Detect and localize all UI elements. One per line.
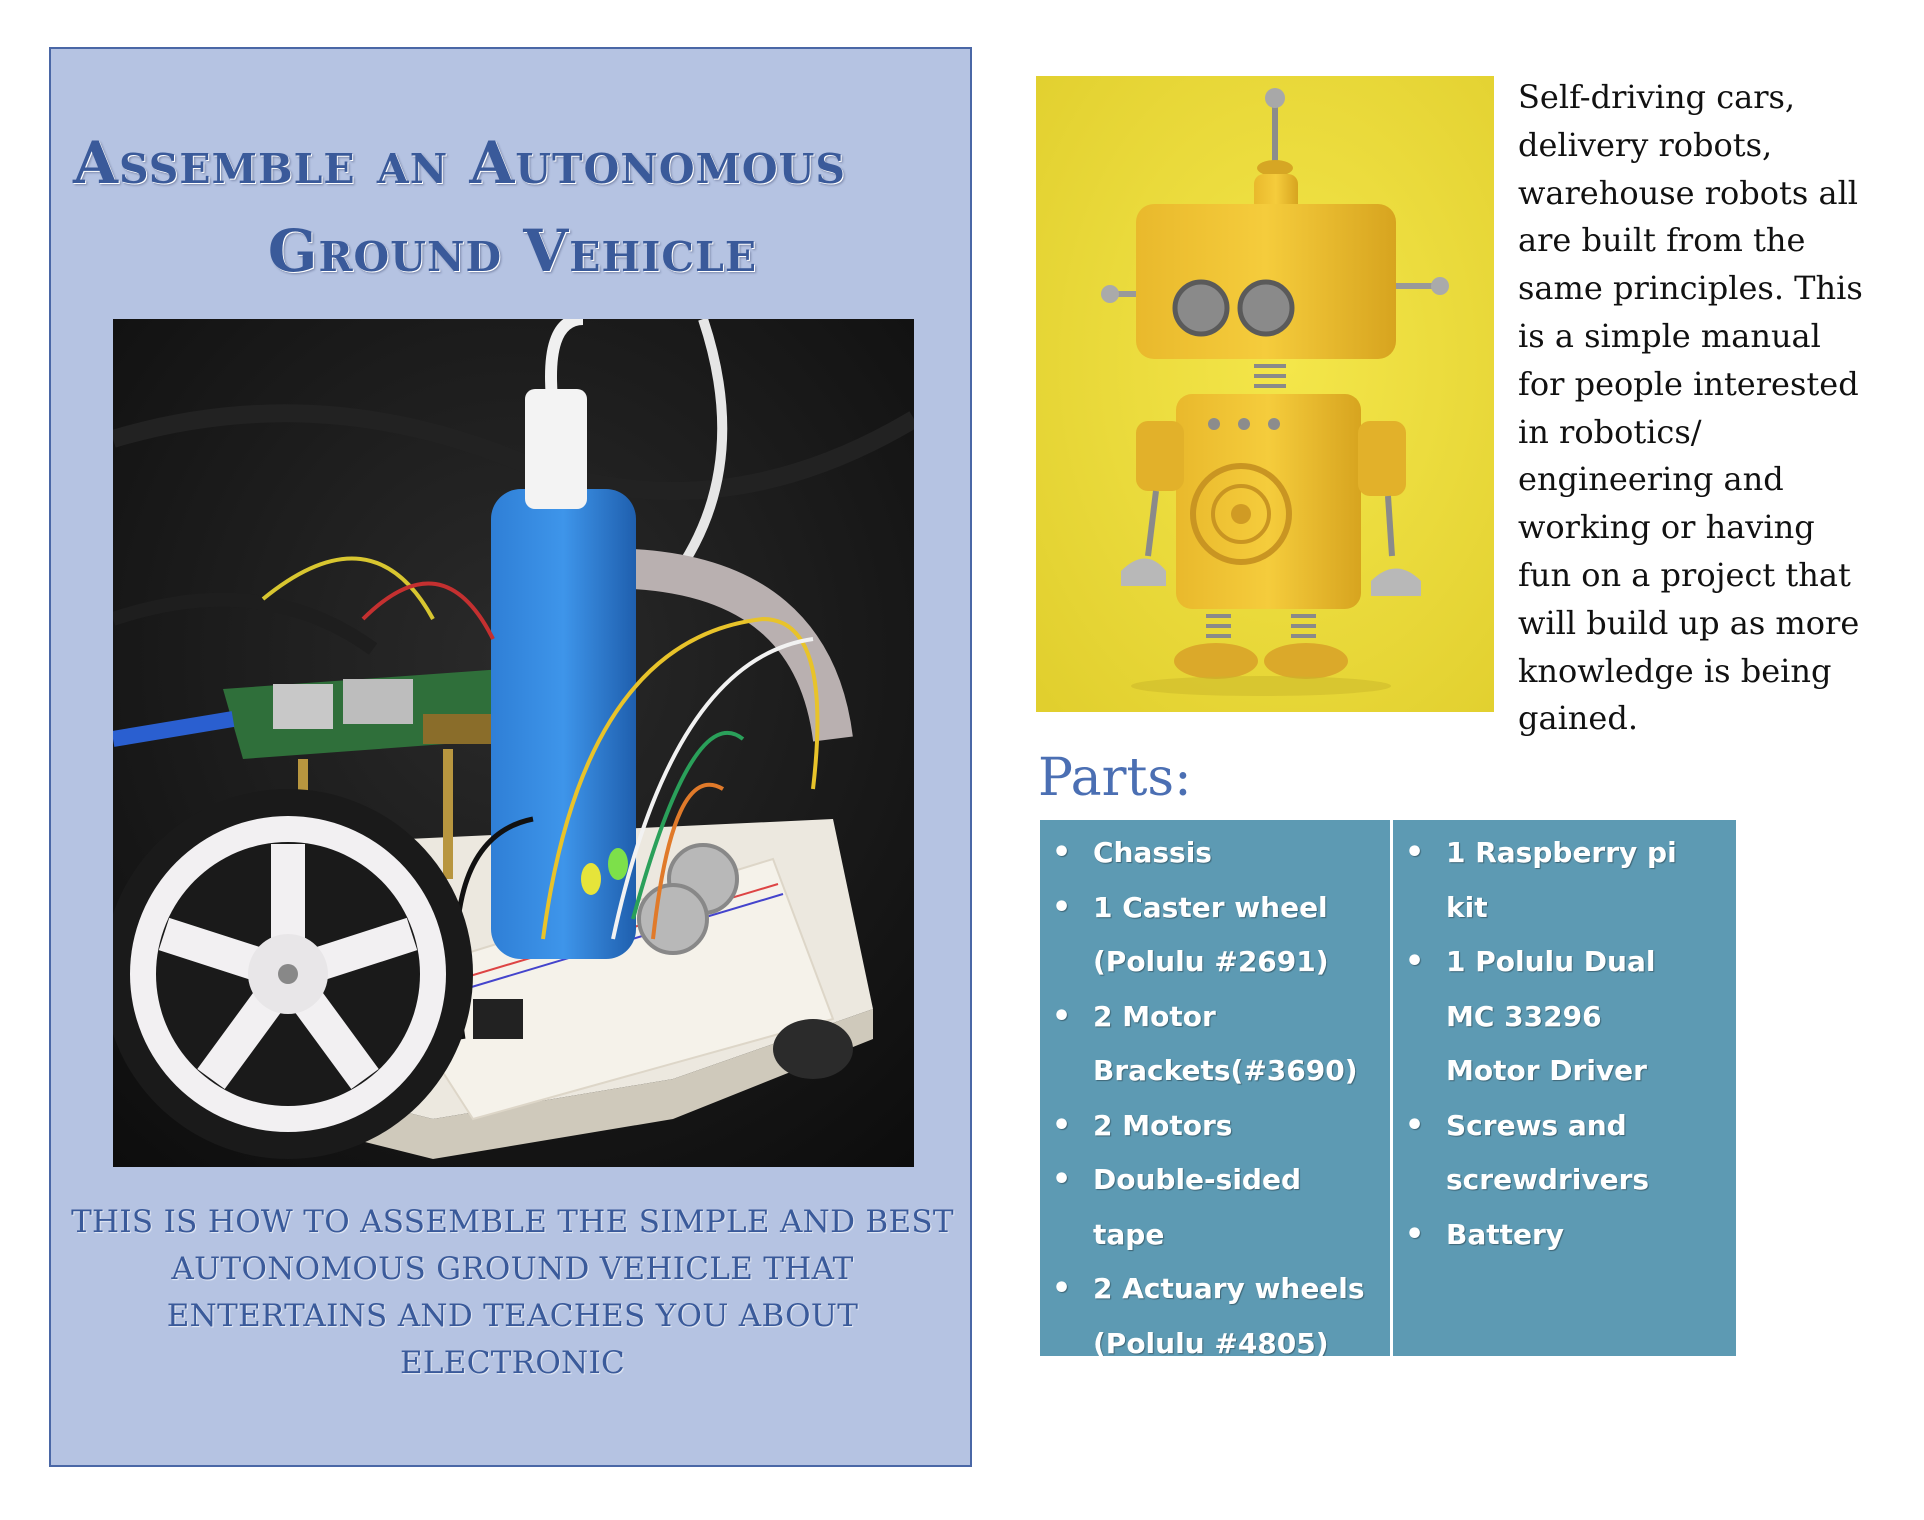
parts-list-item (1040, 990, 1390, 1099)
robot-photo (1036, 76, 1494, 712)
parts-heading: Parts: (1038, 748, 1192, 808)
parts-list-item (1393, 1208, 1736, 1263)
intro-line: working or having (1518, 508, 1815, 547)
part-text: • 2 Actuary wheels (1093, 1272, 1365, 1305)
cover-caption-line-3: ENTERTAINS AND TEACHES YOU ABOUT (166, 1298, 859, 1334)
intro-line: Self-driving cars, (1518, 78, 1796, 116)
parts-list-item (1040, 826, 1390, 881)
part-text: • Double-sided (1093, 1163, 1302, 1196)
cover-title (51, 119, 974, 295)
parts-list-2 (1393, 820, 1736, 1262)
intro-line: same principles. This (1518, 269, 1863, 308)
part-text: • Screws and (1446, 1108, 1627, 1142)
part-text: • Chassis (1093, 836, 1212, 869)
cover-caption-line-2: AUTONOMOUS GROUND VEHICLE THAT (171, 1251, 854, 1287)
part-text: • 2 Motor (1093, 999, 1216, 1033)
part-text: kit (1446, 890, 1488, 924)
intro-line: delivery robots, (1518, 125, 1773, 164)
part-text: • 1 Polulu Dual (1446, 945, 1656, 978)
cover-panel (49, 47, 972, 1467)
intro-line: fun on a project that (1518, 555, 1851, 594)
vehicle-photo (113, 319, 914, 1167)
intro-line: engineering and (1518, 460, 1784, 499)
part-text: (Polulu #2691) (1093, 945, 1329, 978)
part-text: • 2 Motors (1093, 1108, 1233, 1142)
parts-list-item (1040, 881, 1390, 990)
intro-line: warehouse robots all (1518, 173, 1859, 212)
parts-list-item (1040, 1099, 1390, 1154)
cover-caption (51, 1199, 974, 1387)
part-text: tape (1093, 1217, 1165, 1251)
cover-caption-line-4: ELECTRONIC (399, 1345, 626, 1381)
intro-line: will build up as more (1518, 603, 1860, 642)
intro-paragraph (1518, 74, 1918, 743)
part-text: • 1 Caster wheel (1093, 890, 1328, 924)
parts-list-item (1393, 826, 1736, 935)
parts-column-1 (1040, 820, 1393, 1356)
intro-line: are built from the (1518, 221, 1806, 260)
parts-list-1 (1040, 820, 1390, 1356)
part-text: • Battery (1446, 1217, 1565, 1251)
part-text: MC 33296 (1446, 999, 1602, 1033)
part-text: (Polulu #4805) (1093, 1326, 1329, 1356)
parts-list-item (1393, 935, 1736, 1099)
intro-line: knowledge is being (1518, 651, 1832, 690)
intro-line: gained. (1518, 699, 1638, 738)
toy-robot-illustration (1036, 76, 1494, 712)
cover-title-line-1: Assemble an Autonomous (73, 129, 846, 197)
parts-list-item (1040, 1153, 1390, 1262)
intro-line: for people interested (1518, 364, 1859, 403)
intro-line: in robotics/ (1518, 412, 1702, 451)
cover-title-line-2: Ground Vehicle (267, 217, 758, 285)
parts-table (1040, 820, 1736, 1356)
parts-column-2 (1393, 820, 1736, 1356)
parts-list-item (1393, 1099, 1736, 1208)
parts-list-item (1040, 1262, 1390, 1356)
cover-caption-line-1: THIS IS HOW TO ASSEMBLE THE SIMPLE AND BEST (71, 1204, 954, 1240)
vehicle-illustration (113, 319, 914, 1167)
part-text: Brackets(#3690) (1093, 1054, 1358, 1087)
part-text: Motor Driver (1446, 1054, 1647, 1087)
part-text: • 1 Raspberry pi (1446, 836, 1677, 869)
intro-line: is a simple manual (1518, 316, 1821, 355)
part-text: screwdrivers (1446, 1163, 1650, 1196)
